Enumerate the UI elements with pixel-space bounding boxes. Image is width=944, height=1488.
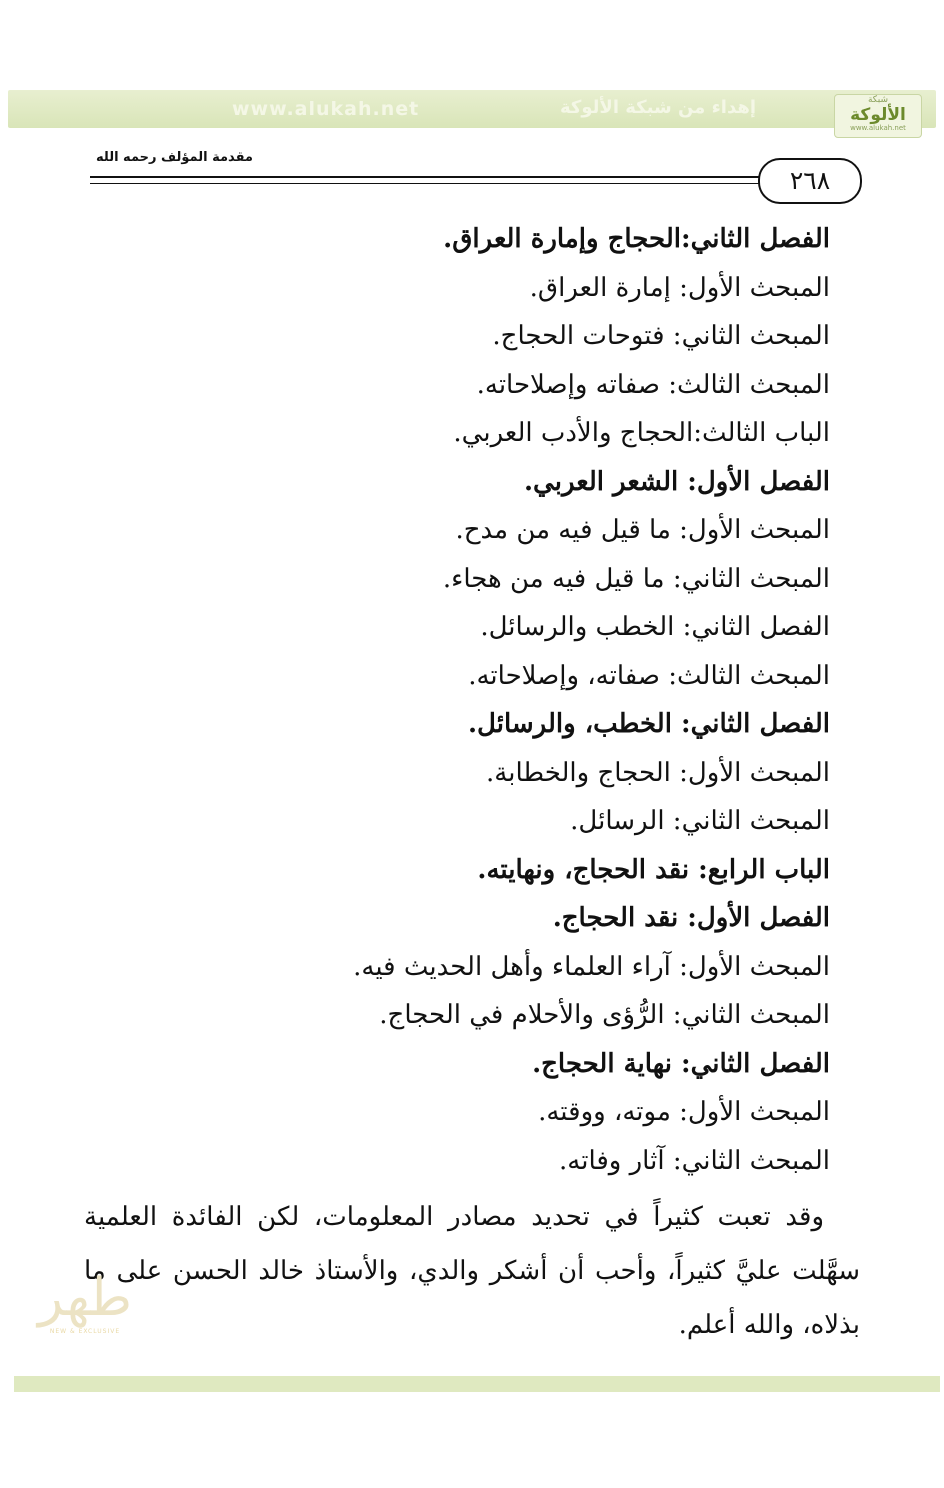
header-rule-thin xyxy=(90,183,762,184)
alukah-logo xyxy=(834,94,922,138)
toc-line: الفصل الثاني: نهاية الحجاج. xyxy=(532,1048,830,1079)
toc-line: المبحث الأول: موته، ووقته. xyxy=(538,1097,830,1127)
toc-line: المبحث الثاني: ما قيل فيه من هجاء. xyxy=(442,563,830,594)
toc-line: المبحث الثاني: آثار وفاته. xyxy=(559,1145,830,1176)
toc-line: المبحث الأول: ما قيل فيه من مدح. xyxy=(455,515,830,545)
watermark-caption: NEW & EXCLUSIVE xyxy=(49,1328,121,1335)
toc-line: الفصل الأول: الشعر العربي. xyxy=(523,466,830,497)
logo-main-text: الألوكة xyxy=(850,105,906,125)
toc-list xyxy=(90,215,830,1185)
toc-line: الفصل الثاني: الخطب والرسائل. xyxy=(480,612,830,642)
toc-line: المبحث الأول: إمارة العراق. xyxy=(529,272,830,303)
toc-line: المبحث الثاني: الرسائل. xyxy=(570,806,830,836)
toc-line: الفصل الأول: نقد الحجاج. xyxy=(552,903,830,933)
header-rule xyxy=(90,176,762,178)
toc-line: المبحث الثالث: صفاته وإصلاحاته. xyxy=(476,369,830,400)
banner-title: إهداء من شبكة الألوكة xyxy=(560,97,756,118)
closing-paragraph: وقد تعبت كثيراً في تحديد مصادر المعلومات، لكن الفائدة العلمية سهَّلت عليَّ كثيراً، وأحب أن أشكر والدي، والأستاذ خالد الحسن على ما بذلاه، والله أعلم. xyxy=(84,1202,860,1340)
toc-line: المبحث الأول: آراء العلماء وأهل الحديث فيه. xyxy=(353,951,830,982)
toc-line: الفصل الثاني:الحجاج وإمارة العراق. xyxy=(443,224,830,254)
watermark-logo xyxy=(26,1268,144,1360)
watermark-text: طهر xyxy=(37,1268,133,1328)
running-head: مقدمة المؤلف رحمه الله xyxy=(96,150,253,165)
logo-top-text: شبكة xyxy=(867,95,889,105)
page-number: ٢٦٨ xyxy=(758,158,862,204)
toc-line: الباب الرابع: نقد الحجاج، ونهايته. xyxy=(477,854,830,885)
toc-line: الباب الثالث:الحجاج والأدب العربي. xyxy=(453,418,830,448)
toc-line: المبحث الثالث: صفاته، وإصلاحاته. xyxy=(468,660,830,691)
logo-url-text: www.alukah.net xyxy=(850,124,906,132)
toc-line: المبحث الثاني: فتوحات الحجاج. xyxy=(492,321,830,351)
header-banner xyxy=(8,90,936,132)
banner-url: www.alukah.net xyxy=(232,98,420,120)
toc-line: المبحث الثاني: الرُّؤى والأحلام في الحجاج. xyxy=(379,1000,830,1030)
toc-line: الفصل الثاني: الخطب، والرسائل. xyxy=(467,709,830,739)
footer-bar xyxy=(14,1376,940,1392)
toc-line: المبحث الأول: الحجاج والخطابة. xyxy=(486,757,830,788)
